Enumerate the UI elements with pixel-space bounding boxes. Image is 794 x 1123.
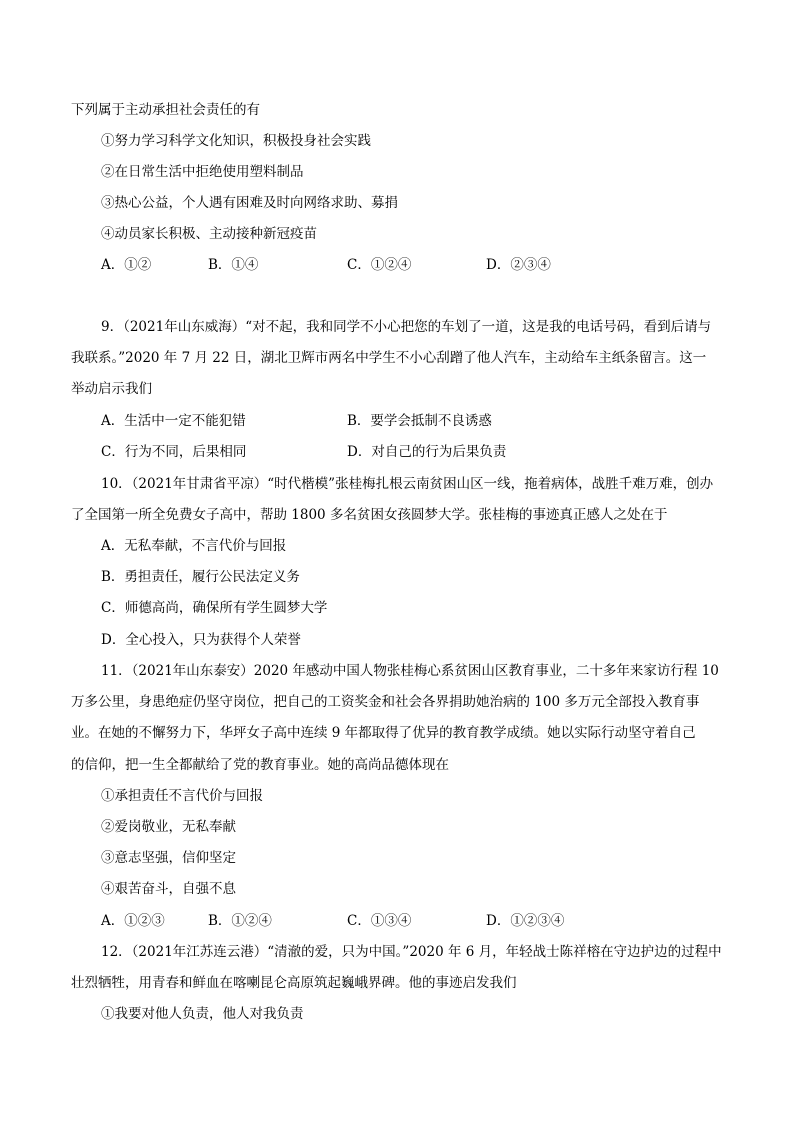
q8-item-3: ③热心公益，个人遇有困难及时向网络求助、募捐 [101, 195, 398, 211]
q9-stem-line-2: 我联系。”2020 年 7 月 22 日，湖北卫辉市两名中学生不小心刮蹭了他人汽车，主动给车主纸条留言。这一 [71, 350, 707, 366]
q11-item-1: ①承担责任不言代价与回报 [101, 788, 263, 804]
q12-stem-line-1: 12．（2021年江苏连云港）“清澈的爱，只为中国。”2020 年 6 月，年轻战士陈祥榕在守边护边的过程中 [101, 944, 722, 960]
q11-item-2: ②爱岗敬业，无私奉献 [101, 819, 236, 835]
q12-item-1: ①我要对他人负责，他人对我负责 [101, 1006, 304, 1022]
q11-stem-line-4: 的信仰，把一生全都献给了党的教育事业。她的高尚品德体现在 [71, 757, 449, 773]
q11-stem-line-2: 万多公里，身患绝症仍坚守岗位，把自己的工资奖金和社会各界捐助她治病的 100 多万元全部投入教育事 [71, 694, 700, 710]
q10-option-c: C．师德高尚，确保所有学生圆梦大学 [101, 600, 328, 616]
q10-stem-line-2: 了全国第一所全免费女子高中，帮助 1800 多名贫困女孩圆梦大学。张桂梅的事迹真正感人之处在于 [71, 507, 668, 523]
q12-stem-line-2: 壮烈牺牲，用青春和鲜血在喀喇昆仑高原筑起巍峨界碑。他的事迹启发我们 [71, 975, 517, 991]
q8-item-4: ④动员家长积极、主动接种新冠疫苗 [101, 226, 317, 242]
q10-option-a: A．无私奉献，不言代价与回报 [101, 538, 287, 554]
q11-option-a: A．①②③ [101, 913, 165, 929]
q9-option-b: B．要学会抵制不良诱惑 [347, 413, 492, 429]
q8-item-1: ①努力学习科学文化知识，积极投身社会实践 [101, 133, 371, 149]
q9-stem-line-1: 9．（2021年山东威海）“对不起，我和同学不小心把您的车划了一道，这是我的电话号码，看到后请与 [101, 319, 712, 335]
q11-stem-line-1: 11．（2021年山东泰安）2020 年感动中国人物张桂梅心系贫困山区教育事业，二十多年来家访行程 10 [101, 663, 719, 679]
q8-stem: 下列属于主动承担社会责任的有 [71, 102, 260, 118]
q11-stem-line-3: 业。在她的不懈努力下，华坪女子高中连续 9 年都取得了优异的教育教学成绩。她以实际行动坚守着自己 [71, 725, 696, 741]
q8-option-a: A．①② [101, 257, 152, 273]
q11-option-d: D．①②③④ [486, 913, 565, 929]
q11-option-c: C．①③④ [347, 913, 412, 929]
q8-option-c: C．①②④ [347, 257, 412, 273]
q9-stem-line-3: 举动启示我们 [71, 381, 152, 397]
q9-option-d: D．对自己的行为后果负责 [347, 444, 507, 460]
q9-option-a: A．生活中一定不能犯错 [101, 413, 246, 429]
q10-option-d: D．全心投入，只为获得个人荣誉 [101, 632, 301, 648]
q9-option-c: C．行为不同，后果相同 [101, 444, 247, 460]
q8-item-2: ②在日常生活中拒绝使用塑料制品 [101, 164, 304, 180]
q10-stem-line-1: 10．（2021年甘肃省平凉）“时代楷模”张桂梅扎根云南贫困山区一线，拖着病体，战胜千难万难，创办 [101, 476, 714, 492]
q11-option-b: B．①②④ [208, 913, 272, 929]
q8-option-d: D．②③④ [486, 257, 551, 273]
q8-option-b: B．①④ [208, 257, 259, 273]
q10-option-b: B．勇担责任，履行公民法定义务 [101, 569, 300, 585]
q11-item-3: ③意志坚强，信仰坚定 [101, 850, 236, 866]
q11-item-4: ④艰苦奋斗，自强不息 [101, 881, 236, 897]
